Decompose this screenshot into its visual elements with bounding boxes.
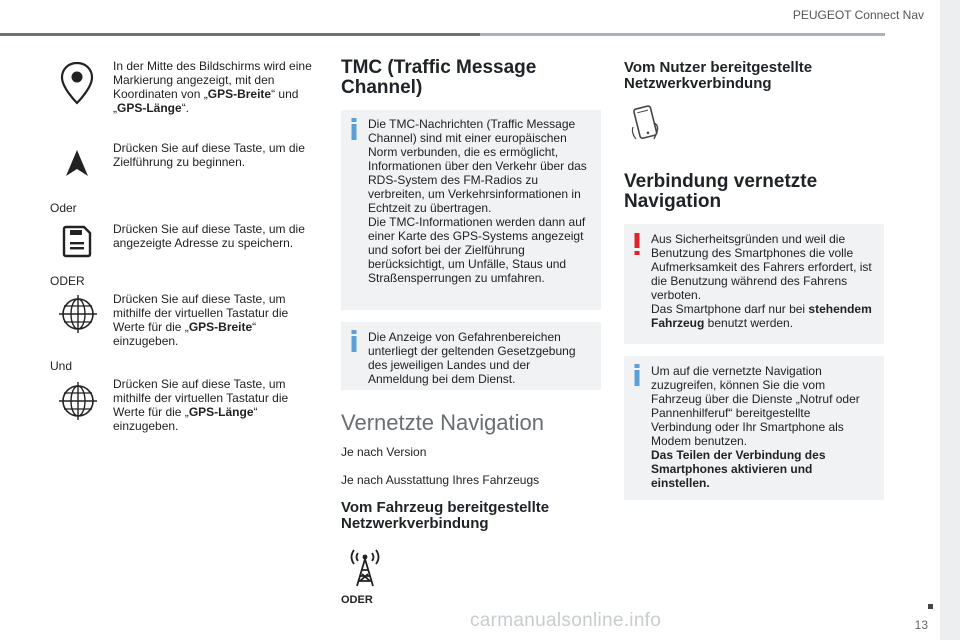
warning-icon — [633, 233, 641, 260]
info-icon — [633, 364, 641, 391]
bold-text-run: GPS-Breite — [188, 320, 253, 334]
text-run: Drücken Sie auf diese Taste, um mithilfe der virtuellen Tastatur die Werte für die „ — [113, 377, 289, 419]
text-run: “ und „ — [113, 87, 299, 115]
antenna-icon — [346, 546, 384, 593]
marker-description — [113, 59, 313, 115]
info-icon — [350, 330, 358, 357]
tmc-info-box — [341, 110, 601, 310]
info-icon — [350, 118, 358, 145]
text-run: “. — [181, 101, 190, 115]
tmc-info-text: Die TMC-Nachrichten (Traffic Message Channel) sind mit einer europäischen Norm verbunden, die es ermöglicht, Informationen über den Verkehr über das RDS-System des FM-Radios zu verbreiten, um Verkehrsinformationen in Echtzeit zu übertragen. Die TMC-Informationen werden dann auf einer Karte des GPS-Systems angezeigt und sofort bei der Zielführung berücksichtigt, um Unfälle, Staus und Straßensperrungen zu umfahren. — [368, 117, 587, 285]
navigation-arrow-icon — [64, 148, 90, 183]
globe-icon — [58, 380, 98, 427]
oder-label-1: Oder — [50, 201, 77, 215]
hazard-info-text: Die Anzeige von Gefahrenbereichen unterliegt der geltenden Gesetzgebung des jeweiligen Landes und der Anmeldung bei dem Dienst. — [368, 330, 576, 386]
text-run: Aus Sicherheitsgründen und weil die Benutzung des Smartphones die volle Aufmerksamkeit des Fahrers erfordert, ist die Benutzung während des Fahrens verboten. Das Smartphone darf nur bei — [651, 232, 872, 316]
footer-dot — [928, 604, 933, 609]
bold-text-run: GPS-Länge — [188, 405, 254, 419]
globe-icon — [58, 293, 98, 340]
text-run: In der Mitte des Bildschirms wird eine Markierung angezeigt, mit den Koordinaten von „ — [113, 59, 312, 101]
hazard-info-box — [341, 322, 601, 390]
equipment-note: Je nach Ausstattung Ihres Fahrzeugs — [341, 473, 540, 487]
connected-nav-connection-heading: Verbindung vernetzte Navigation — [624, 171, 818, 212]
save-icon — [60, 224, 94, 265]
safety-warning-box — [624, 224, 884, 344]
bold-text-run: stehendem Fahrzeug — [651, 302, 872, 330]
text-run: benutzt werden. — [704, 316, 794, 330]
connection-info-text — [651, 364, 874, 490]
page-edge-strip — [940, 0, 960, 640]
user-connection-heading: Vom Nutzer bereitgestellte Netzwerkverbindung — [624, 59, 813, 92]
header-rule-dark — [0, 33, 480, 36]
page-number: 13 — [914, 618, 928, 632]
save-address-text: Drücken Sie auf diese Taste, um die angezeigte Adresse zu speichern. — [113, 222, 305, 250]
connected-nav-heading: Vernetzte Navigation — [341, 410, 545, 435]
bold-text-run: GPS-Breite — [207, 87, 272, 101]
und-label: Und — [50, 359, 73, 373]
text-run: “ einzugeben. — [113, 320, 257, 348]
header-rule-light — [480, 33, 885, 36]
smartphone-icon — [630, 103, 662, 148]
version-note: Je nach Version — [341, 445, 427, 459]
vehicle-connection-heading: Vom Fahrzeug bereitgestellte Netzwerkverbindung — [341, 499, 550, 532]
text-run: Um auf die vernetzte Navigation zuzugreifen, können Sie die vom Fahrzeug über die Dienste „Notruf oder Pannenhilferuf“ bereitgestellte Verbindung oder Ihr Smartphone als Modem benutzen. — [651, 364, 860, 448]
bold-text-run: GPS-Länge — [117, 101, 182, 115]
connection-info-box — [624, 356, 884, 500]
start-guidance-text: Drücken Sie auf diese Taste, um die Zielführung zu beginnen. — [113, 141, 305, 169]
longitude-entry-text — [113, 377, 313, 433]
text-run: “ einzugeben. — [113, 405, 258, 433]
oder-label-2: ODER — [50, 274, 85, 288]
tmc-heading: TMC (Traffic Message Channel) — [341, 57, 537, 98]
text-run: Drücken Sie auf diese Taste, um mithilfe der virtuellen Tastatur die Werte für die „ — [113, 292, 289, 334]
oder-label-3: ODER — [341, 594, 373, 606]
map-pin-icon — [58, 60, 96, 111]
latitude-entry-text — [113, 292, 313, 348]
safety-warning-text — [651, 232, 874, 330]
page-header-title: PEUGEOT Connect Nav — [792, 8, 924, 22]
bold-text-run: Das Teilen der Verbindung des Smartphones aktivieren und einstellen. — [651, 448, 826, 490]
watermark: carmanualsonline.info — [470, 610, 662, 631]
